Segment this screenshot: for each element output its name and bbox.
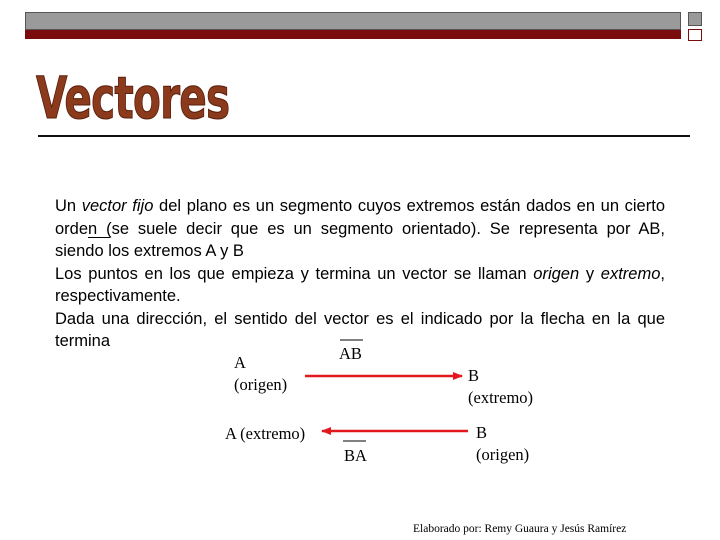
label-ab: AB — [339, 344, 362, 363]
label-b-end: (extremo) — [468, 388, 534, 407]
label-a-point: A — [234, 353, 246, 372]
p1-suffix: del plano es un segmento cuyos extremos están dados en un cierto orden (se suele decir que es un segmento orientado). Se representa por AB, siendo los extremos A y B — [55, 197, 665, 260]
term-vector-fijo: vector fijo — [81, 197, 154, 215]
p2-middle: y — [579, 264, 601, 283]
top-decorative-bar — [25, 12, 681, 38]
corner-square-top — [688, 12, 702, 26]
corner-square-bottom — [688, 29, 702, 41]
p2-suffix: , respectivamente. — [55, 264, 665, 305]
paragraph-origin-end — [55, 263, 665, 308]
body-text — [55, 195, 665, 353]
p1-prefix: Un — [55, 197, 82, 215]
label-b-point-2: B — [476, 423, 488, 442]
top-bar-band-light — [25, 12, 681, 30]
paragraph-direction: Dada una dirección, el sentido del vector es el indicado por la flecha en la que termina — [55, 309, 665, 350]
top-bar-band-dark — [25, 30, 681, 39]
title-underline — [38, 135, 690, 137]
label-a-end: A (extremo) — [225, 424, 306, 443]
paragraph-definition — [55, 195, 665, 263]
p2-prefix: Los puntos en los que empieza y termina un vector se llaman — [55, 264, 534, 283]
term-extremo: extremo — [600, 264, 661, 283]
term-origen: origen — [533, 264, 580, 283]
page-title: Vectores — [36, 65, 230, 133]
footer-credits: Elaborado por: Remy Guaura y Jesús Ramírez — [413, 523, 627, 535]
label-ba: BA — [344, 446, 367, 465]
label-b-point: B — [468, 366, 480, 385]
label-b-origin: (origen) — [476, 445, 530, 464]
overline-ab-text — [88, 237, 110, 238]
label-a-origin: (origen) — [234, 375, 288, 394]
